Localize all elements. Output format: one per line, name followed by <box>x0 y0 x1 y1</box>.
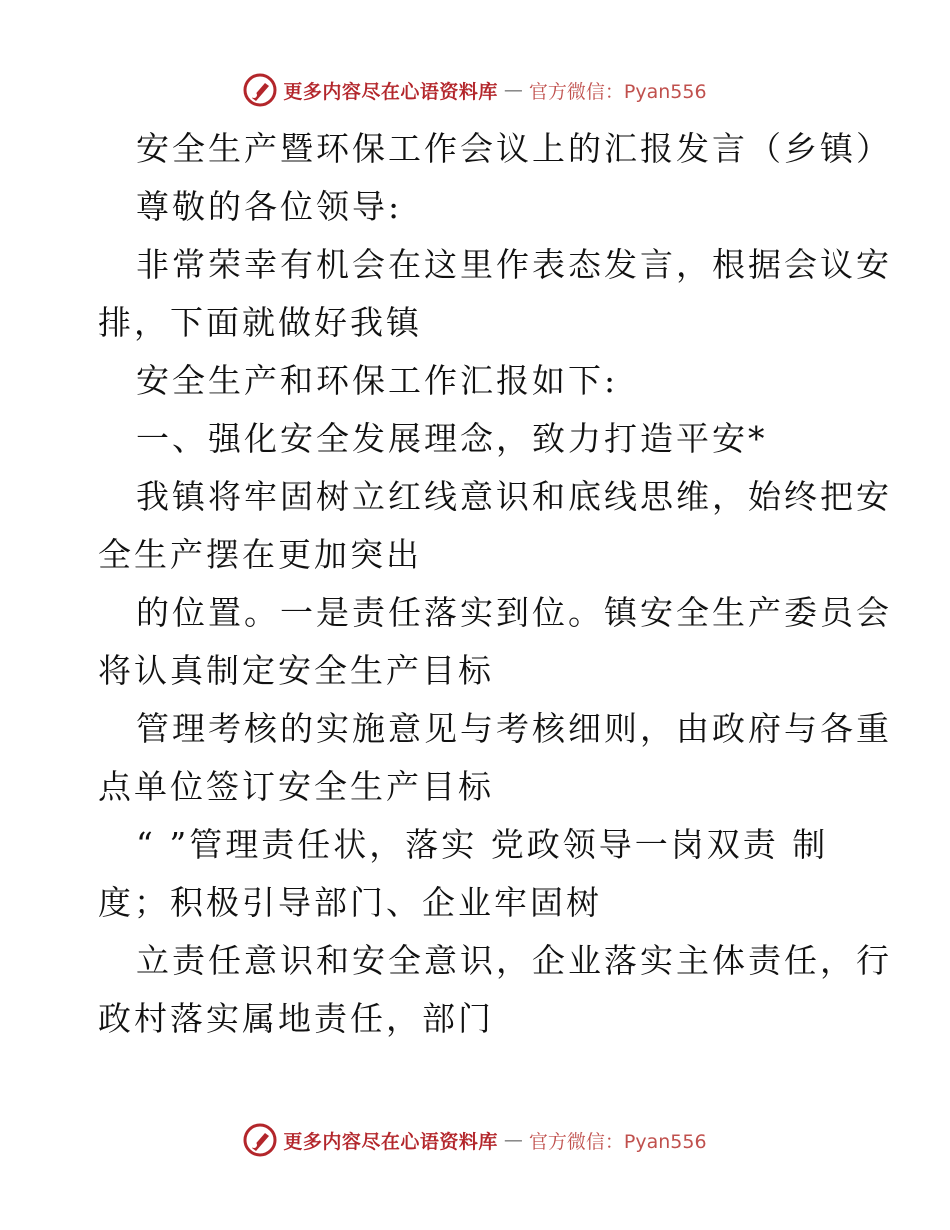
paragraph-line: 度；积极引导部门、企业牢固树 <box>98 883 602 922</box>
brand-text: 更多内容尽在心语资料库 <box>283 80 498 103</box>
paragraph-line: 我镇将牢固树立红线意识和底线思维，始终把安 <box>136 477 892 516</box>
salutation: 尊敬的各位领导: <box>136 187 403 226</box>
document-title: 安全生产暨环保工作会议上的汇报发言（乡镇） <box>136 129 892 168</box>
contact-text: 官方微信：Pyan556 <box>528 1130 707 1153</box>
pen-logo-icon <box>243 1123 277 1157</box>
contact-text: 官方微信：Pyan556 <box>528 80 707 103</box>
paragraph-line: 安全生产和环保工作汇报如下: <box>136 361 619 400</box>
paragraph-line: 非常荣幸有机会在这里作表态发言，根据会议安 <box>136 245 892 284</box>
footer-banner <box>0 1120 950 1160</box>
paragraph-line: 排，下面就做好我镇 <box>98 303 422 342</box>
header-banner <box>0 70 950 110</box>
paragraph-line: 点单位签订安全生产目标 <box>98 767 494 806</box>
section-heading: 一、强化安全发展理念，致力打造平安* <box>136 419 768 458</box>
paragraph-line: 将认真制定安全生产目标 <box>98 651 494 690</box>
pen-logo-icon <box>243 73 277 107</box>
separator: — <box>503 1129 523 1151</box>
paragraph-line: 政村落实属地责任，部门 <box>98 999 494 1038</box>
brand-text: 更多内容尽在心语资料库 <box>283 1130 498 1153</box>
paragraph-line: 全生产摆在更加突出 <box>98 535 422 574</box>
paragraph-line: 的位置。一是责任落实到位。镇安全生产委员会 <box>136 593 892 632</box>
paragraph-line: “ ”管理责任状，落实 党政领导一岗双责 制 <box>136 825 829 864</box>
document-body <box>98 120 892 1048</box>
paragraph-line: 管理考核的实施意见与考核细则，由政府与各重 <box>136 709 892 748</box>
paragraph-line: 立责任意识和安全意识，企业落实主体责任，行 <box>136 941 892 980</box>
separator: — <box>503 79 523 101</box>
